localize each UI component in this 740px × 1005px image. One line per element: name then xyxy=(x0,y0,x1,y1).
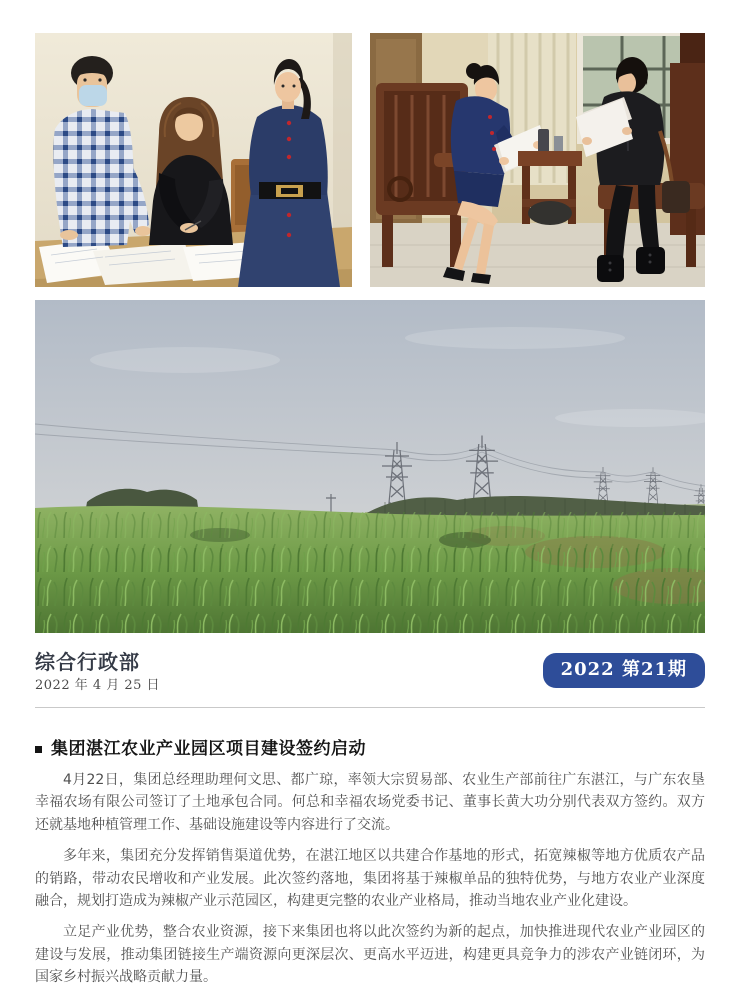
contract-signing-photo xyxy=(35,33,352,287)
department-name: 综合行政部 xyxy=(35,650,140,674)
masthead xyxy=(35,652,705,692)
divider-rule xyxy=(35,707,705,708)
department-block xyxy=(35,652,160,692)
photo-row xyxy=(35,33,705,287)
article-headline xyxy=(35,739,705,759)
article-paragraph: 立足产业优势，整合农业资源，接下来集团也将以此次签约为新的起点，加快推进现代农业产业园区的建设与发展，推动集团链接生产端资源向更深层次、更高水平迈进，构建更具竞争力的涉农产业链闭环，为国家乡村振兴战略贡献力量。 xyxy=(35,924,705,986)
farmland-field-photo xyxy=(35,300,705,633)
issue-badge: 2022 第21期 xyxy=(543,653,705,688)
article-headline-text: 集团湛江农业产业园区项目建设签约启动 xyxy=(51,739,366,759)
article-paragraph: 4月22日，集团总经理助理何文思、都广琼，率领大宗贸易部、农业生产部前往广东湛江，与广东农垦幸福农场有限公司签订了土地承包合同。何总和幸福农场党委书记、董事长黄大功分别代表双方签约。双方还就基地种植管理工作、基础设施建设等内容进行了交流。 xyxy=(35,772,705,833)
article xyxy=(35,739,705,989)
square-bullet-icon xyxy=(35,746,42,753)
document-review-photo xyxy=(370,33,705,287)
article-paragraph: 多年来，集团充分发挥销售渠道优势，在湛江地区以共建合作基地的形式，拓宽辣椒等地方优质农产品的销路，带动农民增收和产业发展。此次签约落地，集团将基于辣椒单品的独特优势，与地方农业产业深度融合，规划打造成为辣椒产业示范园区，构建更完整的农业产业格局，推动当地农业产业化建设。 xyxy=(35,848,705,910)
issue-date: 2022 年 4 月 25 日 xyxy=(35,678,161,693)
